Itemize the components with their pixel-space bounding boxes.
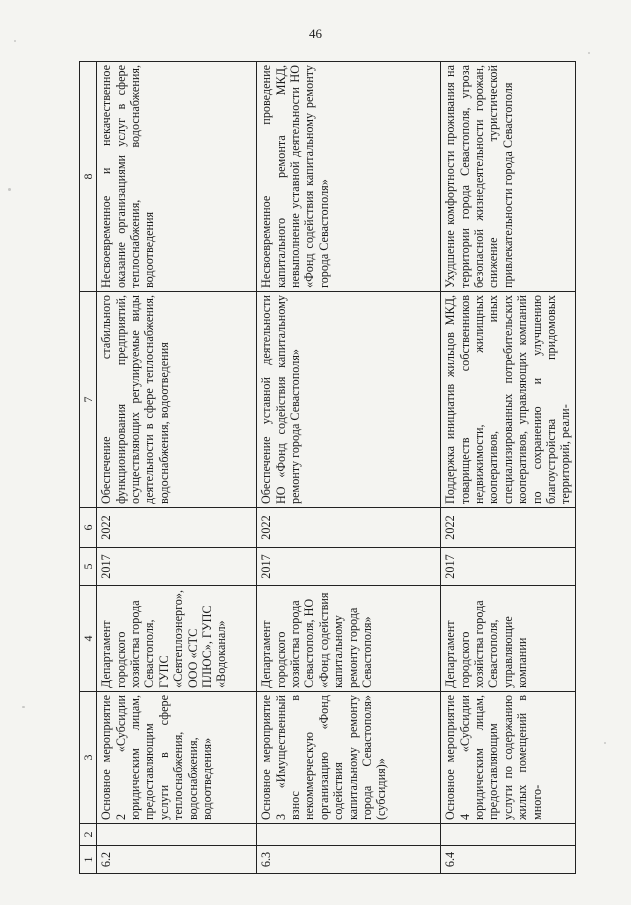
column-header: 3 <box>80 692 97 824</box>
expected-result-cell: Поддержка инициатив жильцов МКД, товариществ собственников недвижимости, жилищных кооперативов, иных специализированных потребительских кооперативов, управляющих компаний по сохранению и улучшению благоустройства придомовых территорий, реали- <box>441 292 576 508</box>
empty-cell <box>97 824 257 846</box>
executor-cell: Департамент городского хозяйства города Севастополя, ГУПС «Севтеплоэнерго», ООО «СТС ПЛЮС», ГУПС «Водоканал» <box>97 586 257 692</box>
executor-cell: Департамент городского хозяйства города Севастополя, НО «Фонд содействия капитальному ремонту города Севастополя» <box>257 586 441 692</box>
scan-speck <box>22 706 25 708</box>
start-year-cell: 2017 <box>441 548 576 586</box>
executor-cell: Департамент городского хозяйства города Севастополя, управляющие компании <box>441 586 576 692</box>
scan-speck <box>14 40 16 42</box>
header-row <box>80 62 97 874</box>
column-header: 4 <box>80 586 97 692</box>
column-header: 8 <box>80 62 97 292</box>
column-header: 1 <box>80 846 97 874</box>
column-header: 2 <box>80 824 97 846</box>
column-header: 6 <box>80 508 97 548</box>
measure-name-cell: Основное мероприятие 4 «Субсидии юридическим лицам, предоставляющим услуги по содержанию жилых помещений в много- <box>441 692 576 824</box>
row-number-cell: 6.4 <box>441 846 576 874</box>
table-row <box>441 62 576 874</box>
column-header: 7 <box>80 292 97 508</box>
row-number-cell: 6.2 <box>97 846 257 874</box>
scan-speck <box>604 742 606 744</box>
end-year-cell: 2022 <box>257 508 441 548</box>
column-header: 5 <box>80 548 97 586</box>
row-number-cell: 6.3 <box>257 846 441 874</box>
rotated-table-wrapper <box>79 62 573 874</box>
measure-name-cell: Основное мероприятие 2 «Субсидии юридическим лицам, предоставляющим услуги в сфере теплоснабжения, водоснабжения, водоотведения» <box>97 692 257 824</box>
end-year-cell: 2022 <box>441 508 576 548</box>
table-row <box>97 62 257 874</box>
measure-name-cell: Основное мероприятие 3 «Имущественный взнос в некоммерческую организацию «Фонд содействия капитальному ремонту города Севастополя» (субсидия)» <box>257 692 441 824</box>
scan-speck <box>588 52 590 54</box>
empty-cell <box>257 824 441 846</box>
consequences-cell: Несвоевременное проведение капитального ремонта МКД, невыполнение уставной деятельности НО «Фонд содействия капитальному ремонту города Севастополя» <box>257 62 441 292</box>
expected-result-cell: Обеспечение уставной деятельности НО «Фонд содействия капитальному ремонту города Севастополя» <box>257 292 441 508</box>
expected-result-cell: Обеспечение стабильного функционирования предприятий, осуществляющих регулируемые виды деятельности в сфере теплоснабжения, водоснабжения, водоотведения <box>97 292 257 508</box>
table-frame <box>79 62 573 874</box>
scan-speck <box>8 188 11 191</box>
measures-table <box>79 61 576 874</box>
page-number: 46 <box>309 26 322 41</box>
consequences-cell: Несвоевременное и некачественное оказание организациями услуг в сфере теплоснабжения, водоснабжения, водоотведения <box>97 62 257 292</box>
table-row <box>257 62 441 874</box>
empty-cell <box>441 824 576 846</box>
start-year-cell: 2017 <box>257 548 441 586</box>
consequences-cell: Ухудшение комфортности проживания на территории города Севастополя, угроза безопасной жизнедеятельности горожан, снижение туристической привлекательности города Севастополя <box>441 62 576 292</box>
end-year-cell: 2022 <box>97 508 257 548</box>
start-year-cell: 2017 <box>97 548 257 586</box>
